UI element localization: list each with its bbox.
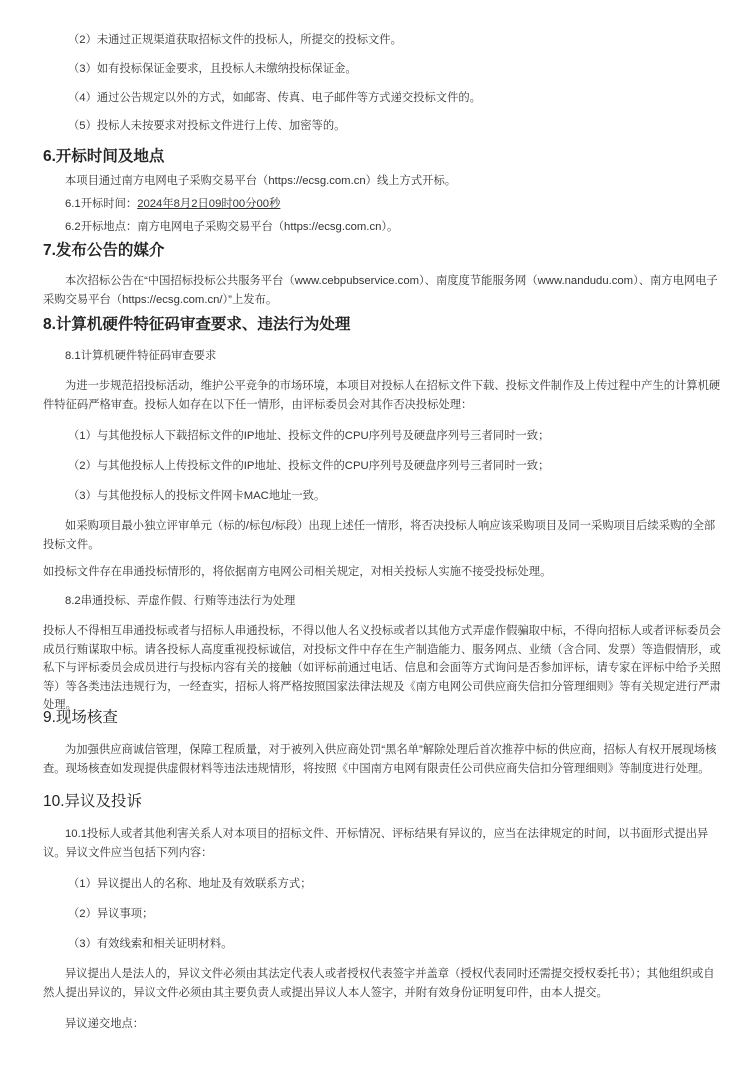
paragraph: 本次招标公告在“中国招标投标公共服务平台（www.cebpubservice.com）、南度度节能服务网（www.nandudu.com）、南方电网电子采购交易平台（https://ecsg.com.cn/）”上发布。 (43, 275, 718, 306)
section-7-heading: 7.发布公告的媒介 (43, 242, 165, 259)
paragraph: 异议递交地点： (65, 1018, 145, 1030)
section-9-heading: 9.现场核查 (43, 709, 118, 726)
list-item: （5）投标人未按要求对投标文件进行上传、加密等的。 (68, 120, 346, 132)
list-item: （2）与其他投标人上传投标文件的IP地址、投标文件的CPU序列号及硬盘序列号三者同时一致； (68, 460, 550, 472)
list-item: （2）未通过正规渠道获取招标文件的投标人，所提交的投标文件。 (68, 34, 402, 46)
list-item: （3）如有投标保证金要求，且投标人未缴纳投标保证金。 (68, 63, 357, 75)
subheading: 8.2串通投标、弄虚作假、行贿等违法行为处理 (65, 595, 296, 607)
paragraph: 投标人不得相互串通投标或者与招标人串通投标，不得以他人名义投标或者以其他方式弄虚作假骗取中标，不得向招标人或者评标委员会成员行贿谋取中标。请各投标人高度重视投标诚信，对投标文件中存在生产制造能力、服务网点、业绩（含合同、发票）等造假情形，或私下与评标委员会成员进行与投标内容有关的接触（如评标前通过电话、信息和会面等方式询问是否参加评标，请专家在评标中给予关照等）等各类违法违规行为，一经查实，招标人将严格按照国家法律法规及《南方电网公司供应商失信扣分管理细则》等有关规定进行严肃处理。 (43, 625, 721, 711)
list-item: （1）与其他投标人下载招标文件的IP地址、投标文件的CPU序列号及硬盘序列号三者同时一致； (68, 430, 550, 442)
subheading: 8.1计算机硬件特征码审查要求 (65, 350, 217, 362)
section-6-heading: 6.开标时间及地点 (43, 148, 165, 165)
section-10-heading: 10.异议及投诉 (43, 793, 143, 810)
section-8-heading: 8.计算机硬件特征码审查要求、违法行为处理 (43, 316, 351, 333)
list-item: （3）有效线索和相关证明材料。 (68, 938, 233, 950)
paragraph: 10.1投标人或者其他利害关系人对本项目的招标文件、开标情况、评标结果有异议的，应当在法律规定的时间，以书面形式提出异议。异议文件应当包括下列内容： (43, 828, 709, 859)
paragraph: 本项目通过南方电网电子采购交易平台（https://ecsg.com.cn）线上方式开标。 (65, 175, 457, 187)
list-item: （2）异议事项； (68, 908, 154, 920)
opening-place: 6.2开标地点：南方电网电子采购交易平台（https://ecsg.com.cn）。 (65, 221, 399, 233)
paragraph: 为进一步规范招投标活动，维护公平竞争的市场环境，本项目对投标人在招标文件下载、投标文件制作及上传过程中产生的计算机硬件特征码严格审查。投标人如存在以下任一情形，由评标委员会对其作否决投标处理： (43, 380, 721, 411)
list-item: （1）异议提出人的名称、地址及有效联系方式； (68, 878, 312, 890)
paragraph: 为加强供应商诚信管理，保障工程质量，对于被列入供应商处罚“黑名单”解除处理后首次推荐中标的供应商，招标人有权开展现场核查。现场核查如发现提供虚假材料等违法违规情形，将按照《中国南方电网有限责任公司供应商失信扣分管理细则》等制度进行处理。 (43, 744, 717, 775)
paragraph: 如采购项目最小独立评审单元（标的/标包/标段）出现上述任一情形，将否决投标人响应该采购项目及同一采购项目后续采购的全部投标文件。 (43, 520, 716, 551)
list-item: （4）通过公告规定以外的方式，如邮寄、传真、电子邮件等方式递交投标文件的。 (68, 92, 481, 104)
opening-time (43, 195, 725, 214)
paragraph: 异议提出人是法人的，异议文件必须由其法定代表人或者授权代表签字并盖章（授权代表同时还需提交授权委托书）；其他组织或自然人提出异议的，异议文件必须由其主要负责人或提出异议人本人签字，并附有效身份证明复印件，由本人提交。 (43, 968, 715, 999)
paragraph: 如投标文件存在串通投标情形的，将依据南方电网公司相关规定，对相关投标人实施不接受投标处理。 (43, 566, 552, 578)
opening-time-label: 6.1开标时间： (65, 198, 138, 210)
list-item: （3）与其他投标人的投标文件网卡MAC地址一致。 (68, 490, 326, 502)
opening-time-value: 2024年8月2日09时00分00秒 (137, 198, 281, 210)
